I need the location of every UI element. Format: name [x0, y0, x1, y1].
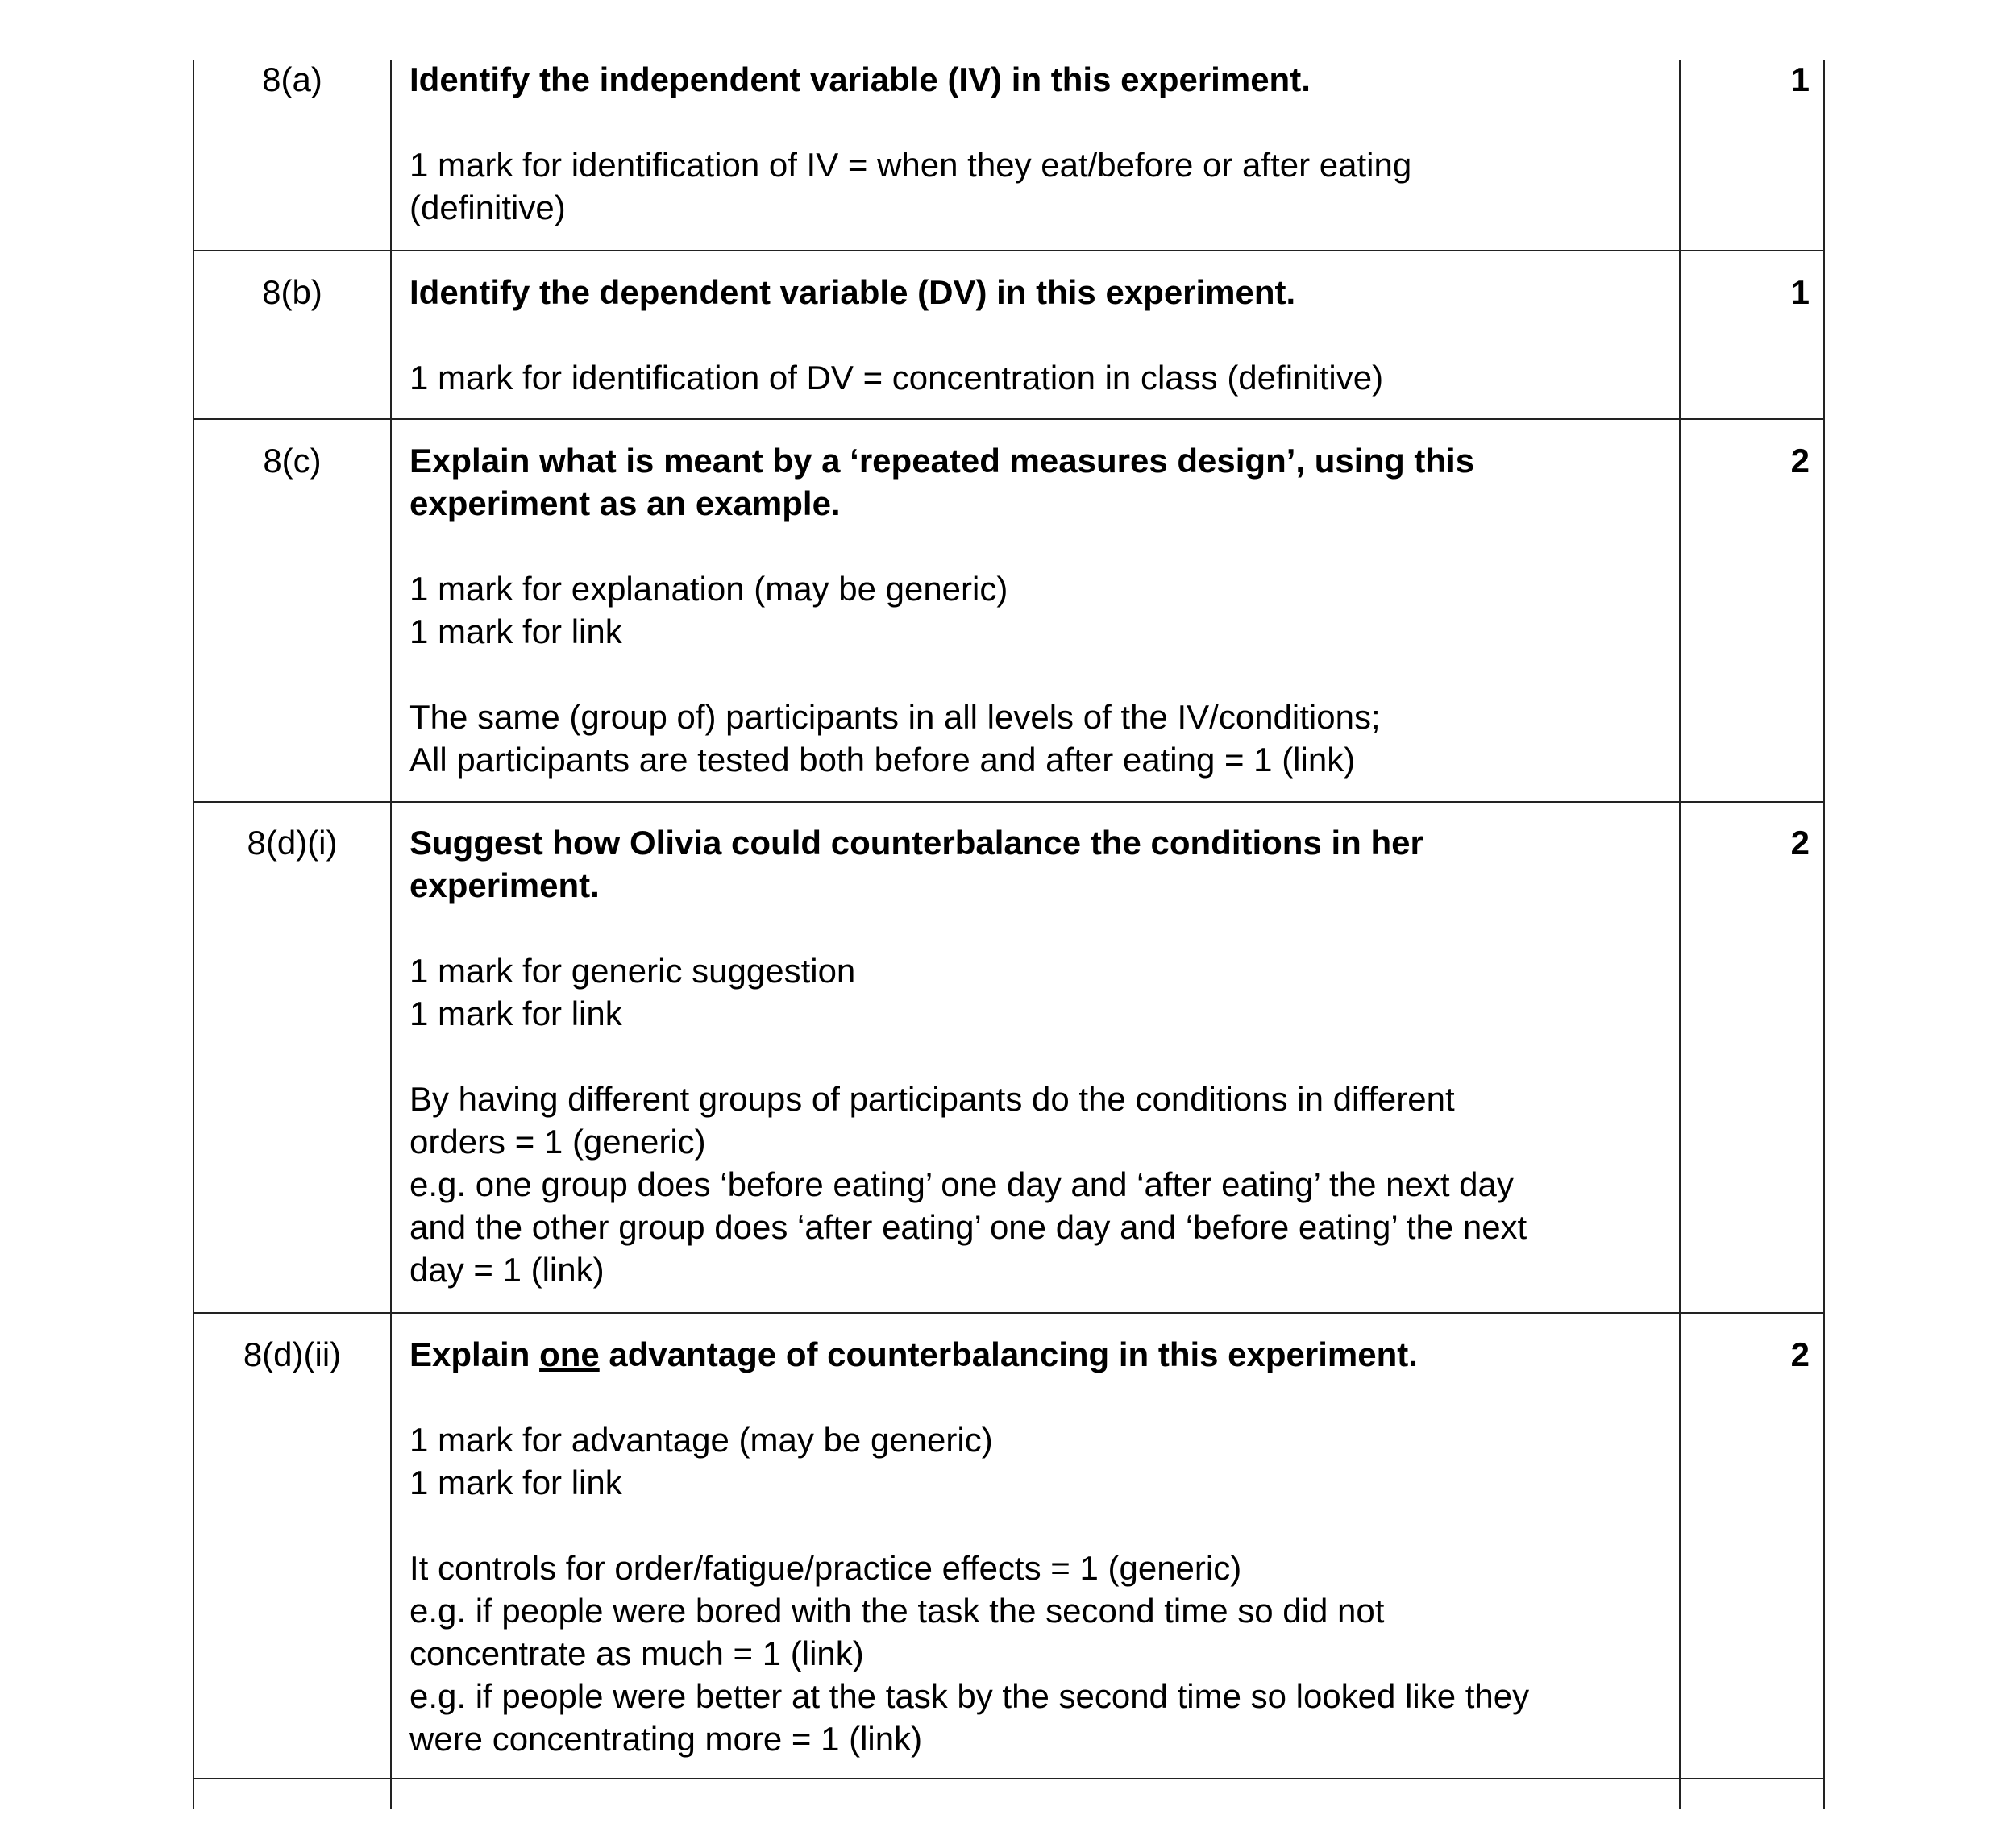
answer-line: By having different groups of participants do the conditions in different — [409, 1080, 1455, 1118]
question-text-pre: Explain — [409, 1335, 540, 1373]
question-text: experiment. — [409, 866, 600, 904]
row-divider — [193, 801, 1825, 803]
question-number: 8(c) — [263, 442, 322, 480]
marks-value: 2 — [1790, 442, 1810, 480]
marks-value: 1 — [1790, 273, 1810, 311]
question-content — [409, 821, 1667, 1291]
question-text — [409, 1333, 1667, 1376]
guidance-line: 1 mark for identification of DV = concentration in class (definitive) — [409, 359, 1384, 397]
guidance-line: 1 mark for advantage (may be generic) — [409, 1421, 993, 1459]
guidance-line: 1 mark for identification of IV = when they eat/before or after eating — [409, 146, 1412, 184]
answer-line: orders = 1 (generic) — [409, 1123, 706, 1161]
row-divider — [193, 418, 1825, 420]
table-border-right — [1823, 60, 1825, 1809]
table-border-left — [193, 60, 194, 1809]
question-number: 8(d)(i) — [247, 824, 338, 862]
question-content — [409, 1333, 1667, 1760]
row-divider — [193, 1312, 1825, 1314]
marks-value: 2 — [1790, 824, 1810, 862]
guidance-line: 1 mark for explanation (may be generic) — [409, 570, 1008, 608]
question-text: Identify the independent variable (IV) in this experiment. — [409, 60, 1311, 98]
question-text: Explain what is meant by a ‘repeated measures design’, using this — [409, 442, 1475, 480]
guidance-line: (definitive) — [409, 189, 566, 226]
answer-line: were concentrating more = 1 (link) — [409, 1720, 923, 1758]
question-text-post: advantage of counterbalancing in this experiment. — [599, 1335, 1418, 1373]
question-number: 8(d)(ii) — [243, 1335, 342, 1373]
question-text: experiment as an example. — [409, 484, 841, 522]
answer-line: concentrate as much = 1 (link) — [409, 1634, 864, 1672]
answer-line: All participants are tested both before and after eating = 1 (link) — [409, 741, 1356, 779]
answer-line: and the other group does ‘after eating’ one day and ‘before eating’ the next — [409, 1208, 1527, 1246]
marks-value: 1 — [1790, 60, 1810, 98]
table-divider-question — [390, 60, 392, 1809]
question-number: 8(b) — [262, 273, 322, 311]
answer-line: It controls for order/fatigue/practice effects = 1 (generic) — [409, 1549, 1242, 1587]
answer-line: e.g. if people were better at the task by the second time so looked like they — [409, 1677, 1530, 1715]
row-divider — [193, 1778, 1825, 1779]
answer-line: The same (group of) participants in all levels of the IV/conditions; — [409, 698, 1381, 736]
guidance-line: 1 mark for link — [409, 1464, 622, 1501]
answer-line: e.g. one group does ‘before eating’ one day and ‘after eating’ the next day — [409, 1165, 1514, 1203]
question-text: Suggest how Olivia could counterbalance the conditions in her — [409, 824, 1423, 862]
question-content — [409, 271, 1667, 399]
question-text: Identify the dependent variable (DV) in this experiment. — [409, 273, 1296, 311]
question-text-emphasis: one — [539, 1335, 600, 1373]
table-divider-marks — [1679, 60, 1681, 1809]
question-content — [409, 58, 1667, 229]
guidance-line: 1 mark for generic suggestion — [409, 952, 856, 990]
row-divider — [193, 250, 1825, 251]
guidance-line: 1 mark for link — [409, 613, 622, 650]
answer-line: e.g. if people were bored with the task the second time so did not — [409, 1592, 1385, 1630]
question-content — [409, 439, 1667, 781]
marks-value: 2 — [1790, 1335, 1810, 1373]
question-number: 8(a) — [262, 60, 322, 98]
answer-line: day = 1 (link) — [409, 1251, 605, 1289]
guidance-line: 1 mark for link — [409, 995, 622, 1032]
